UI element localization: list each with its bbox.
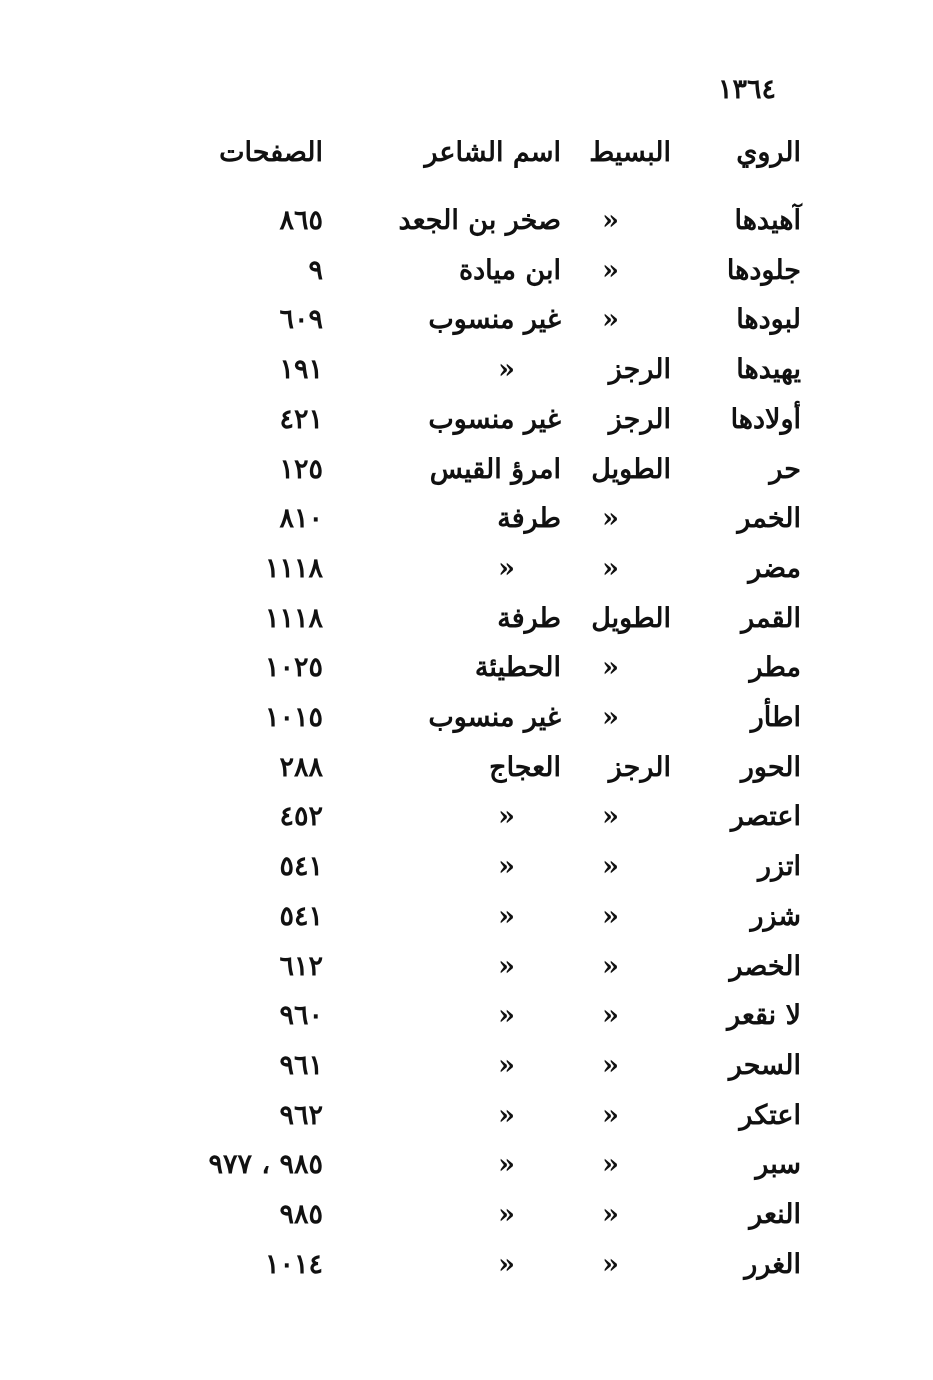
bahr-cell: « (602, 1199, 619, 1230)
poet-cell: « (498, 354, 515, 385)
bahr-cell: « (602, 553, 619, 584)
pages-cell: ٩٨٥ (279, 1199, 323, 1230)
table-row (0, 996, 933, 1036)
pages-cell: ٨١٠ (279, 503, 323, 534)
pages-cell: ٩٦٠ (279, 1000, 323, 1031)
bahr-cell: « (602, 304, 619, 335)
bahr-cell: « (602, 801, 619, 832)
poet-cell: « (498, 801, 515, 832)
table-row (0, 251, 933, 291)
header-rawi: الروي (736, 137, 801, 168)
table-row (0, 300, 933, 340)
bahr-cell: الرجز (608, 404, 671, 435)
poet-cell: العجاج (489, 752, 561, 783)
poet-cell: طرفة (497, 603, 561, 634)
bahr-cell: « (602, 1100, 619, 1131)
table-row (0, 400, 933, 440)
pages-cell: ٩٨٥ ، ٩٧٧ (208, 1149, 323, 1180)
table-row (0, 1046, 933, 1086)
poet-cell: غير منسوب (428, 702, 561, 733)
table-row (0, 201, 933, 241)
bahr-cell: الطويل (591, 603, 671, 634)
pages-cell: ٢٨٨ (279, 752, 323, 783)
pages-cell: ١١١٨ (264, 553, 323, 584)
bahr-cell: « (602, 652, 619, 683)
table-row (0, 947, 933, 987)
page-number: ١٣٦٤ (718, 74, 777, 105)
rawi-cell: مضر (748, 553, 801, 584)
table-row (0, 1195, 933, 1235)
pages-cell: ١٠١٤ (264, 1249, 323, 1280)
rawi-cell: يهيدها (736, 354, 801, 385)
rawi-cell: الخمر (737, 503, 801, 534)
bahr-cell: « (602, 702, 619, 733)
bahr-cell: « (602, 255, 619, 286)
bahr-cell: الرجز (608, 752, 671, 783)
pages-cell: ٥٤١ (279, 851, 323, 882)
table-row (0, 1096, 933, 1136)
poet-cell: « (498, 1100, 515, 1131)
poet-cell: « (498, 951, 515, 982)
bahr-cell: الرجز (608, 354, 671, 385)
header-pages: الصفحات (219, 137, 323, 168)
table-row (0, 499, 933, 539)
table-row (0, 1145, 933, 1185)
rawi-cell: اطأر (750, 702, 801, 733)
poet-cell: غير منسوب (428, 404, 561, 435)
table-row (0, 350, 933, 390)
pages-cell: ١٠٢٥ (264, 652, 323, 683)
pages-cell: ٦٠٩ (279, 304, 323, 335)
rawi-cell: السحر (728, 1050, 801, 1081)
pages-cell: ٦١٢ (279, 951, 323, 982)
pages-cell: ٩٦١ (279, 1050, 323, 1081)
bahr-cell: « (602, 1000, 619, 1031)
bahr-cell: الطويل (591, 454, 671, 485)
rawi-cell: اتزر (758, 851, 801, 882)
rawi-cell: القمر (741, 603, 801, 634)
rawi-cell: لا نقعر (727, 1000, 801, 1031)
bahr-cell: « (602, 205, 619, 236)
rawi-cell: مطر (749, 652, 801, 683)
table-row (0, 847, 933, 887)
table-row (0, 599, 933, 639)
pages-cell: ٥٤١ (279, 901, 323, 932)
rawi-cell: الحور (740, 752, 801, 783)
poet-cell: الحطيئة (474, 652, 561, 683)
bahr-cell: « (602, 851, 619, 882)
poet-cell: « (498, 1199, 515, 1230)
table-row (0, 1245, 933, 1285)
table-row (0, 797, 933, 837)
bahr-cell: « (602, 1050, 619, 1081)
poet-cell: « (498, 1050, 515, 1081)
poet-cell: غير منسوب (428, 304, 561, 335)
rawi-cell: اعتصر (730, 801, 801, 832)
poet-cell: « (498, 1149, 515, 1180)
poet-cell: « (498, 851, 515, 882)
rawi-cell: جلودها (726, 255, 801, 286)
table-row (0, 648, 933, 688)
table-header (0, 133, 933, 173)
rawi-cell: أولادها (730, 404, 801, 435)
bahr-cell: « (602, 901, 619, 932)
header-bahr: البسيط (589, 137, 671, 168)
rawi-cell: اعتكر (739, 1100, 801, 1131)
bahr-cell: « (602, 951, 619, 982)
rawi-cell: آهيدها (734, 205, 801, 236)
poet-cell: « (498, 553, 515, 584)
pages-cell: ١٢٥ (279, 454, 323, 485)
poet-cell: ابن ميادة (459, 255, 561, 286)
pages-cell: ١٩١ (279, 354, 323, 385)
bahr-cell: « (602, 1249, 619, 1280)
poet-cell: « (498, 1249, 515, 1280)
pages-cell: ١٠١٥ (264, 702, 323, 733)
bahr-cell: « (602, 503, 619, 534)
pages-cell: ١١١٨ (264, 603, 323, 634)
rawi-cell: شزر (750, 901, 801, 932)
rawi-cell: حر (769, 454, 801, 485)
table-row (0, 450, 933, 490)
bahr-cell: « (602, 1149, 619, 1180)
poet-cell: امرؤ القيس (429, 454, 561, 485)
pages-cell: ٨٦٥ (279, 205, 323, 236)
poet-cell: طرفة (497, 503, 561, 534)
table-row (0, 698, 933, 738)
table-row (0, 897, 933, 937)
pages-cell: ٤٢١ (279, 404, 323, 435)
poet-cell: « (498, 1000, 515, 1031)
pages-cell: ٤٥٢ (279, 801, 323, 832)
rawi-cell: الغرر (744, 1249, 801, 1280)
rawi-cell: النعر (749, 1199, 801, 1230)
table-row (0, 549, 933, 589)
table-row (0, 748, 933, 788)
rawi-cell: الخصر (729, 951, 801, 982)
rawi-cell: سبر (755, 1149, 801, 1180)
header-poet: اسم الشاعر (424, 137, 561, 168)
pages-cell: ٩٦٢ (279, 1100, 323, 1131)
rawi-cell: لبودها (736, 304, 801, 335)
pages-cell: ٩ (308, 255, 323, 286)
poet-cell: صخر بن الجعد (398, 205, 561, 236)
poet-cell: « (498, 901, 515, 932)
